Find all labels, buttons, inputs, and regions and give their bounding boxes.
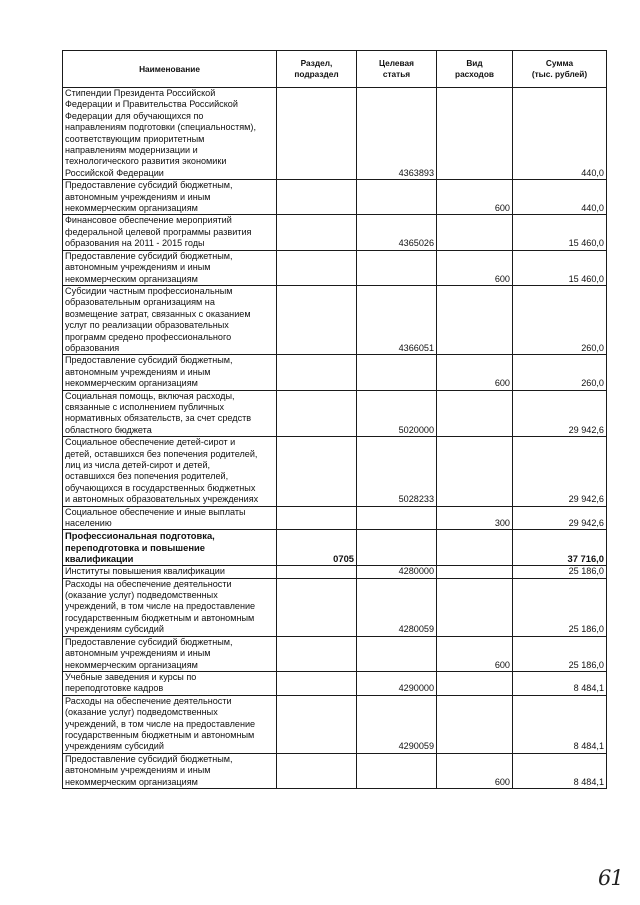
cell-expense-type: [437, 578, 513, 636]
cell-name: Предоставление субсидий бюджетным, автономным учреждениям и иным некоммерческим организациям: [63, 355, 277, 390]
cell-section: [277, 753, 357, 788]
cell-article: 4365026: [357, 215, 437, 250]
table-row: [63, 695, 607, 753]
cell-sum: 260,0: [513, 285, 607, 354]
table-row: [63, 390, 607, 437]
table-row: [63, 180, 607, 215]
cell-sum: 15 460,0: [513, 215, 607, 250]
header-name: Наименование: [63, 51, 277, 88]
table-row: [63, 88, 607, 180]
cell-sum: 25 186,0: [513, 578, 607, 636]
cell-expense-type: 600: [437, 355, 513, 390]
cell-name: Предоставление субсидий бюджетным, автономным учреждениям и иным некоммерческим организациям: [63, 180, 277, 215]
page-number: 61: [598, 866, 623, 890]
cell-sum: 29 942,6: [513, 506, 607, 530]
cell-section: [277, 390, 357, 437]
cell-name: Профессиональная подготовка, переподготовка и повышение квалификации: [63, 530, 277, 565]
cell-section: [277, 355, 357, 390]
cell-name: Предоставление субсидий бюджетным, автономным учреждениям и иным некоммерческим организациям: [63, 250, 277, 285]
cell-sum: 29 942,6: [513, 437, 607, 506]
table-row: [63, 285, 607, 354]
cell-section: 0705: [277, 530, 357, 565]
cell-name: Учебные заведения и курсы по переподготовке кадров: [63, 671, 277, 695]
cell-expense-type: [437, 530, 513, 565]
cell-expense-type: 600: [437, 753, 513, 788]
header-sum: Сумма (тыс. рублей): [513, 51, 607, 88]
cell-article: [357, 636, 437, 671]
table-row: [63, 578, 607, 636]
cell-name: Расходы на обеспечение деятельности (оказание услуг) подведомственных учреждений, в том числе на предоставление государственным бюджетным и автономным учреждениям субсидий: [63, 695, 277, 753]
cell-name: Институты повышения квалификации: [63, 565, 277, 578]
cell-article: 4290059: [357, 695, 437, 753]
cell-article: [357, 355, 437, 390]
cell-article: [357, 180, 437, 215]
cell-name: Социальное обеспечение детей-сирот и детей, оставшихся без попечения родителей, лиц из числа детей-сирот и детей, оставшихся без попечения родителей, обучающихся в государственных бюджетных и автономных образовательных учреждениях: [63, 437, 277, 506]
header-article: Целевая статья: [357, 51, 437, 88]
cell-sum: 440,0: [513, 88, 607, 180]
cell-expense-type: 600: [437, 250, 513, 285]
cell-sum: 440,0: [513, 180, 607, 215]
cell-article: 4363893: [357, 88, 437, 180]
cell-sum: 8 484,1: [513, 753, 607, 788]
cell-section: [277, 88, 357, 180]
cell-article: 4280000: [357, 565, 437, 578]
cell-section: [277, 565, 357, 578]
cell-sum: 8 484,1: [513, 695, 607, 753]
cell-sum: 37 716,0: [513, 530, 607, 565]
cell-article: 4280059: [357, 578, 437, 636]
cell-name: Финансовое обеспечение мероприятий федеральной целевой программы развития образования на 2011 - 2015 годы: [63, 215, 277, 250]
cell-name: Социальная помощь, включая расходы, связанные с исполнением публичных нормативных обязательств, за счет средств областного бюджета: [63, 390, 277, 437]
table-body: [63, 88, 607, 789]
cell-expense-type: [437, 437, 513, 506]
cell-article: 5028233: [357, 437, 437, 506]
cell-section: [277, 506, 357, 530]
cell-expense-type: 300: [437, 506, 513, 530]
table-row: [63, 506, 607, 530]
cell-expense-type: [437, 671, 513, 695]
cell-expense-type: [437, 285, 513, 354]
cell-section: [277, 215, 357, 250]
table-row: [63, 565, 607, 578]
cell-expense-type: [437, 390, 513, 437]
table-row: [63, 250, 607, 285]
header-section: Раздел, подраздел: [277, 51, 357, 88]
cell-sum: 25 186,0: [513, 636, 607, 671]
cell-sum: 8 484,1: [513, 671, 607, 695]
cell-sum: 29 942,6: [513, 390, 607, 437]
cell-expense-type: [437, 88, 513, 180]
cell-section: [277, 180, 357, 215]
cell-name: Расходы на обеспечение деятельности (оказание услуг) подведомственных учреждений, в том числе на предоставление государственным бюджетным и автономным учреждениям субсидий: [63, 578, 277, 636]
cell-name: Предоставление субсидий бюджетным, автономным учреждениям и иным некоммерческим организациям: [63, 753, 277, 788]
cell-expense-type: [437, 565, 513, 578]
cell-name: Социальное обеспечение и иные выплаты населению: [63, 506, 277, 530]
cell-section: [277, 250, 357, 285]
table-row: [63, 671, 607, 695]
cell-article: [357, 530, 437, 565]
table-row: [63, 753, 607, 788]
cell-name: Предоставление субсидий бюджетным, автономным учреждениям и иным некоммерческим организациям: [63, 636, 277, 671]
table-header-row: [63, 51, 607, 88]
cell-name: Субсидии частным профессиональным образовательным организациям на возмещение затрат, связанных с оказанием услуг по реализации образовательных программ средено профессионального образования: [63, 285, 277, 354]
cell-name: Стипендии Президента Российской Федерации и Правительства Российской Федерации для обучающихся по направлениям подготовки (специальностям), соответствующим приоритетным направлениям модернизации и технологического развития экономики Российской Федерации: [63, 88, 277, 180]
table-row: [63, 530, 607, 565]
cell-article: [357, 506, 437, 530]
cell-sum: 25 186,0: [513, 565, 607, 578]
cell-article: 5020000: [357, 390, 437, 437]
cell-article: [357, 250, 437, 285]
table-row: [63, 437, 607, 506]
cell-article: [357, 753, 437, 788]
cell-expense-type: 600: [437, 636, 513, 671]
cell-expense-type: [437, 695, 513, 753]
cell-expense-type: [437, 215, 513, 250]
table-row: [63, 355, 607, 390]
cell-section: [277, 285, 357, 354]
cell-article: 4290000: [357, 671, 437, 695]
budget-table: [62, 50, 607, 789]
cell-section: [277, 636, 357, 671]
cell-expense-type: 600: [437, 180, 513, 215]
cell-article: 4366051: [357, 285, 437, 354]
cell-section: [277, 695, 357, 753]
table-row: [63, 636, 607, 671]
cell-sum: 260,0: [513, 355, 607, 390]
table-row: [63, 215, 607, 250]
header-expense-type: Вид расходов: [437, 51, 513, 88]
cell-sum: 15 460,0: [513, 250, 607, 285]
cell-section: [277, 437, 357, 506]
cell-section: [277, 578, 357, 636]
cell-section: [277, 671, 357, 695]
